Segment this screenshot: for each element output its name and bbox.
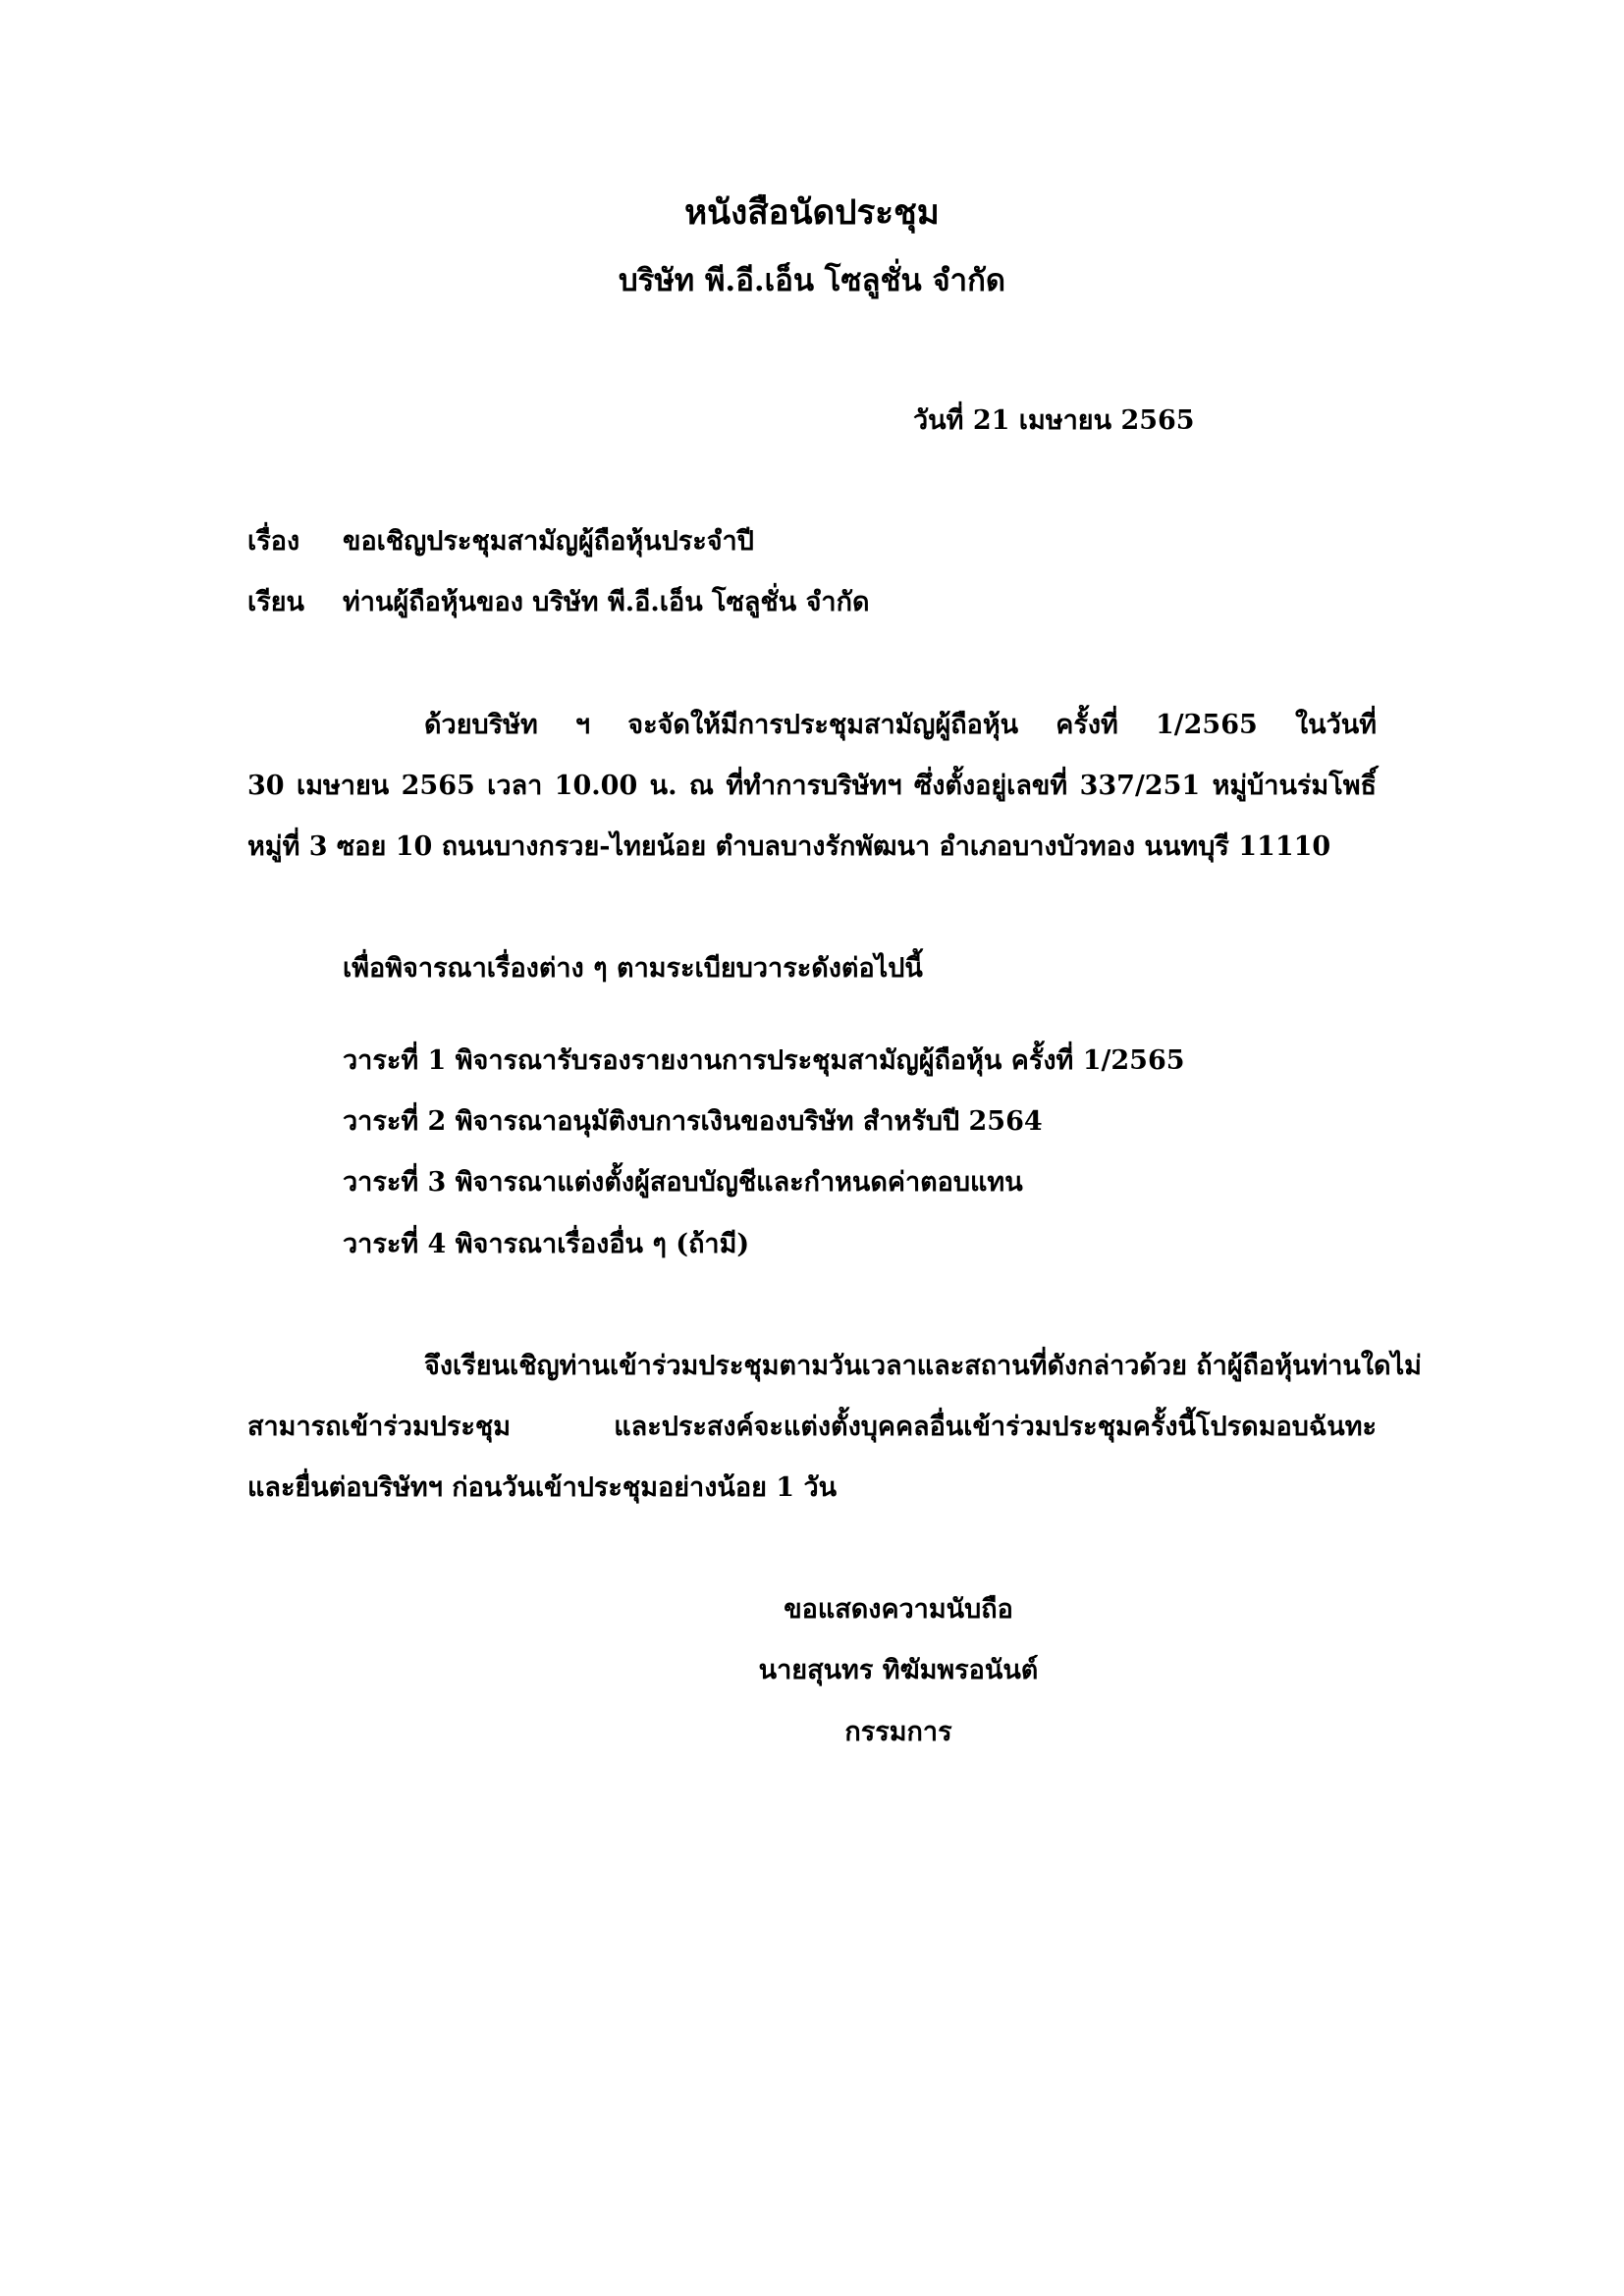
recipient-text: ท่านผู้ถือหุ้นของ บริษัท พี.อี.เอ็น โซลูชั่น จำกัด xyxy=(343,587,870,617)
subject-label: เรื่อง xyxy=(247,526,300,557)
signer-name: นายสุนทร ทิฆัมพรอนันต์ xyxy=(758,1655,1039,1685)
agenda-intro: เพื่อพิจารณาเรื่องต่าง ๆ ตามระเบียบวาระดังต่อไปนี้ xyxy=(343,953,923,984)
agenda-item-2: วาระที่ 2 พิจารณาอนุมัติงบการเงินของบริษัท สำหรับปี 2564 xyxy=(343,1106,1043,1137)
agenda-item-1: วาระที่ 1 พิจารณารับรองรายงานการประชุมสามัญผู้ถือหุ้น ครั้งที่ 1/2565 xyxy=(343,1045,1185,1076)
body-line-2: 30 เมษายน 2565 เวลา 10.00 น. ณ ที่ทำการบริษัทฯ ซึ่งตั้งอยู่เลขที่ 337/251 หมู่บ้านร่มโพธิ์ xyxy=(247,771,1377,801)
closing-line-3: และยื่นต่อบริษัทฯ ก่อนวันเข้าประชุมอย่างน้อย 1 วัน xyxy=(247,1472,838,1503)
document-date: วันที่ 21 เมษายน 2565 xyxy=(913,405,1195,436)
document-title: หนังสือนัดประชุม xyxy=(684,192,940,233)
agenda-item-3: วาระที่ 3 พิจารณาแต่งตั้งผู้สอบบัญชีและกำหนดค่าตอบแทน xyxy=(343,1167,1023,1198)
signer-position: กรรมการ xyxy=(844,1717,952,1747)
agenda-item-4: วาระที่ 4 พิจารณาเรื่องอื่น ๆ (ถ้ามี) xyxy=(343,1229,750,1259)
regards-text: ขอแสดงความนับถือ xyxy=(784,1594,1013,1625)
body-line-3: หมู่ที่ 3 ซอย 10 ถนนบางกรวย-ไทยน้อย ตำบลบางรักพัฒนา อำเภอบางบัวทอง นนทบุรี 11110 xyxy=(247,831,1331,862)
closing-line-1: จึงเรียนเชิญท่านเข้าร่วมประชุมตามวันเวลาและสถานที่ดังกล่าวด้วย ถ้าผู้ถือหุ้นท่านใดไม่ xyxy=(424,1351,1422,1381)
closing-line-2: สามารถเข้าร่วมประชุม และประสงค์จะแต่งตั้งบุคคลอื่นเข้าร่วมประชุมครั้งนี้โปรดมอบฉันทะ xyxy=(247,1412,1377,1442)
subject-text: ขอเชิญประชุมสามัญผู้ถือหุ้นประจำปี xyxy=(343,526,754,557)
recipient-label: เรียน xyxy=(247,587,305,617)
body-line-1: ด้วยบริษัท ฯ จะจัดให้มีการประชุมสามัญผู้ถือหุ้น ครั้งที่ 1/2565 ในวันที่ xyxy=(424,710,1377,740)
company-name: บริษัท พี.อี.เอ็น โซลูชั่น จำกัด xyxy=(618,263,1005,298)
